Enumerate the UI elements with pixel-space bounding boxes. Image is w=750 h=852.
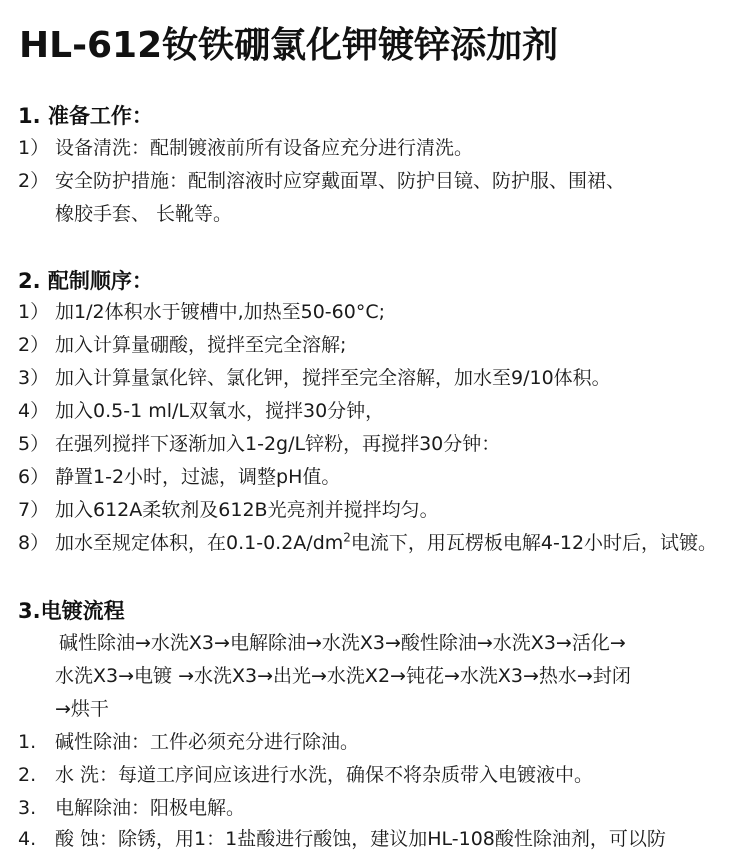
list-item-number: 1.	[18, 731, 37, 753]
list-item-number: 3.	[18, 797, 37, 819]
list-item-text: 加入计算量硼酸，搅拌至完全溶解;	[55, 334, 347, 356]
list-item-number: 4）	[18, 400, 50, 422]
list-item-text: 加入0.5-1 ml/L双氧水，搅拌30分钟，	[55, 400, 385, 422]
list-item-text: 安全防护措施：配制溶液时应穿戴面罩、防护目镜、防护服、围裙、	[55, 170, 626, 192]
list-item-number: 2）	[18, 334, 50, 356]
section-heading-plating-process: 3.电镀流程	[18, 599, 125, 623]
list-item-number: 5）	[18, 433, 50, 455]
list-item-number: 2.	[18, 764, 37, 786]
superscript: 2	[343, 530, 351, 545]
list-item-number: 8）	[18, 532, 50, 554]
section-heading-preparation-order: 2. 配制顺序：	[18, 269, 153, 293]
process-flow-line: →烘干	[55, 698, 109, 720]
list-item-text: 碱性除油：工件必须充分进行除油。	[55, 731, 360, 753]
list-item-text: 静置1-2小时，过滤，调整pH值。	[55, 466, 341, 488]
list-item-text: 设备清洗：配制镀液前所有设备应充分进行清洗。	[55, 137, 474, 159]
list-item-number: 3）	[18, 367, 50, 389]
list-item-text-part: 加水至规定体积，在0.1-0.2A/dm	[55, 532, 344, 554]
list-item-number: 4.	[18, 828, 37, 850]
list-item-text: 水 洗：每道工序间应该进行水洗，确保不将杂质带入电镀液中。	[55, 764, 594, 786]
list-item-text: 在强列搅拌下逐渐加入1-2g/L锌粉，再搅拌30分钟：	[55, 433, 501, 455]
list-item-text: 电解除油：阳极电解。	[55, 797, 246, 819]
list-item-number: 1）	[18, 301, 50, 323]
list-item-number: 1）	[18, 137, 50, 159]
process-flow-line: 碱性除油→水洗X3→电解除油→水洗X3→酸性除油→水洗X3→活化→	[59, 632, 626, 654]
list-item-number: 2）	[18, 170, 50, 192]
page-title: HL-612钕铁硼氯化钾镀锌添加剂	[19, 25, 559, 66]
list-item-continuation: 橡胶手套、 长靴等。	[55, 203, 233, 225]
section-heading-preparation: 1. 准备工作：	[18, 104, 153, 128]
list-item-text: 加1/2体积水于镀槽中,加热至50-60°C;	[55, 301, 385, 323]
list-item-number: 7）	[18, 499, 50, 521]
list-item-number: 6）	[18, 466, 50, 488]
list-item-text: 加入计算量氯化锌、氯化钾，搅拌至完全溶解，加水至9/10体积。	[55, 367, 611, 389]
list-item-text: 酸 蚀：除锈，用1：1盐酸进行酸蚀，建议加HL-108酸性除油剂，可以防	[55, 828, 666, 850]
list-item-text-part: 电流下，用瓦楞板电解4-12小时后，试镀。	[350, 532, 718, 554]
process-flow-line: 水洗X3→电镀 →水洗X3→出光→水洗X2→钝花→水洗X3→热水→封闭	[55, 665, 631, 687]
list-item-text	[55, 530, 717, 556]
list-item-text: 加入612A柔软剂及612B光亮剂并搅拌均匀。	[55, 499, 439, 521]
